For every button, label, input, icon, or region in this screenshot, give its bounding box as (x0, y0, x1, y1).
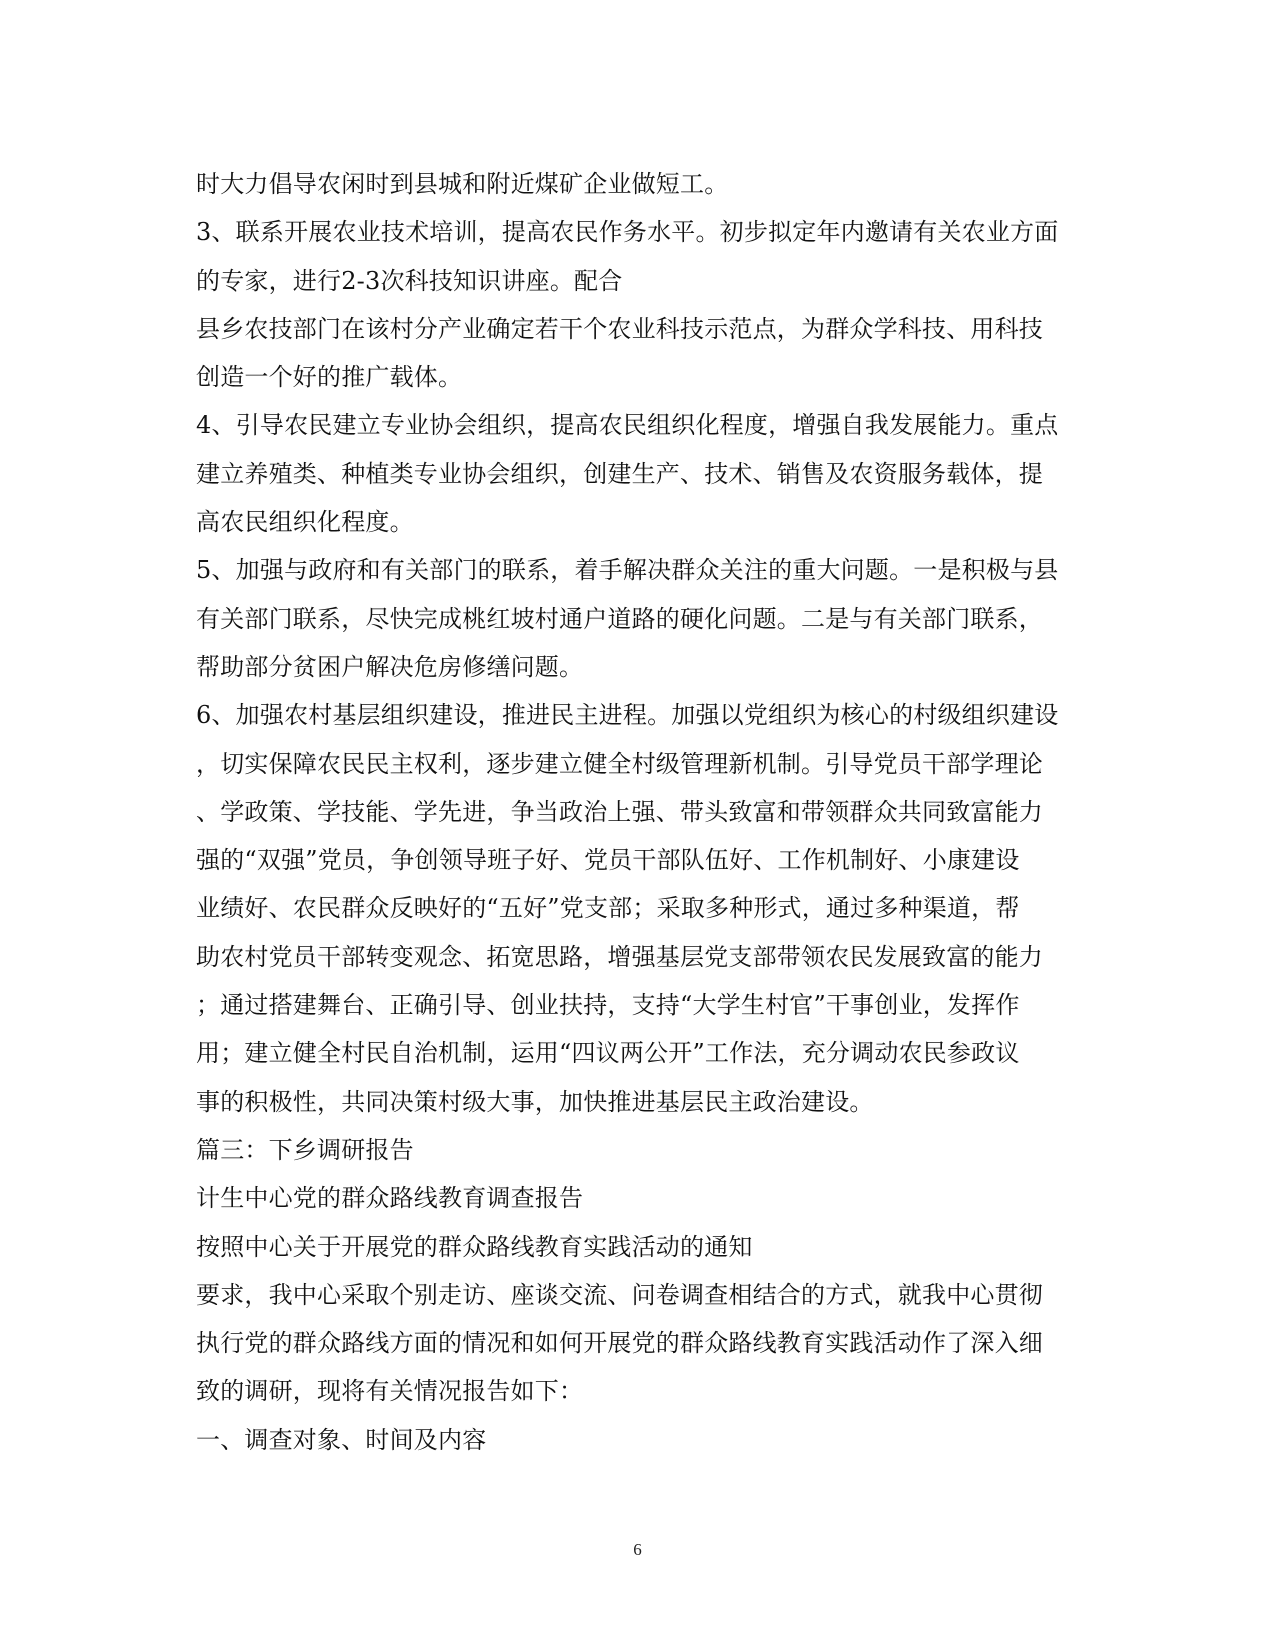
text-line: 时大力倡导农闲时到县城和附近煤矿企业做短工。 (196, 170, 729, 198)
text-line: 的专家，进行2-3次科技知识讲座。配合 (196, 266, 623, 295)
text-line: 6、加强农村基层组织建设，推进民主进程。加强以党组织为核心的村级组织建设 (196, 701, 1059, 730)
text-line: 执行党的群众路线方面的情况和如何开展党的群众路线教育实践活动作了深入细 (196, 1329, 1043, 1358)
report-title: 计生中心党的群众路线教育调查报告 (196, 1184, 584, 1213)
text-line: 强的“双强”党员，争创领导班子好、党员干部队伍好、工作机制好、小康建设 (196, 846, 1020, 875)
text-line: 按照中心关于开展党的群众路线教育实践活动的通知 (196, 1232, 753, 1261)
text-line: 要求，我中心采取个别走访、座谈交流、问卷调查相结合的方式，就我中心贯彻 (196, 1280, 1043, 1309)
subsection-heading: 一、调查对象、时间及内容 (196, 1425, 487, 1454)
document-body (196, 160, 1086, 1464)
text-line: 有关部门联系，尽快完成桃红坡村通户道路的硬化问题。二是与有关部门联系， (196, 604, 1043, 633)
text-line: ；通过搭建舞台、正确引导、创业扶持，支持“大学生村官”干事创业，发挥作 (196, 991, 1020, 1020)
text-line: 高农民组织化程度。 (196, 508, 414, 537)
text-line: 帮助部分贫困户解决危房修缮问题。 (196, 652, 584, 681)
text-line: 5、加强与政府和有关部门的联系，着手解决群众关注的重大问题。一是积极与县 (196, 556, 1059, 585)
text-line: 创造一个好的推广载体。 (196, 363, 463, 392)
text-line: 业绩好、农民群众反映好的“五好”党支部；采取多种形式，通过多种渠道，帮 (196, 894, 1020, 923)
text-line: 事的积极性，共同决策村级大事，加快推进基层民主政治建设。 (196, 1087, 874, 1116)
section-heading: 篇三：下乡调研报告 (196, 1135, 414, 1164)
text-line: 、学政策、学技能、学先进，争当政治上强、带头致富和带领群众共同致富能力 (196, 797, 1043, 826)
text-line: 助农村党员干部转变观念、拓宽思路，增强基层党支部带领农民发展致富的能力 (196, 942, 1043, 971)
text-line: ，切实保障农民民主权利，逐步建立健全村级管理新机制。引导党员干部学理论 (196, 749, 1043, 778)
text-line: 致的调研，现将有关情况报告如下： (196, 1377, 584, 1406)
text-line: 4、引导农民建立专业协会组织，提高农民组织化程度，增强自我发展能力。重点 (196, 411, 1059, 440)
text-line: 建立养殖类、种植类专业协会组织，创建生产、技术、销售及农资服务载体，提 (196, 459, 1043, 488)
text-line: 用；建立健全村民自治机制，运用“四议两公开”工作法，充分调动农民参政议 (196, 1039, 1020, 1068)
page-number: 6 (633, 1540, 642, 1559)
text-line: 3、联系开展农业技术培训，提高农民作务水平。初步拟定年内邀请有关农业方面 (196, 218, 1059, 247)
text-line: 县乡农技部门在该村分产业确定若干个农业科技示范点，为群众学科技、用科技 (196, 314, 1043, 343)
